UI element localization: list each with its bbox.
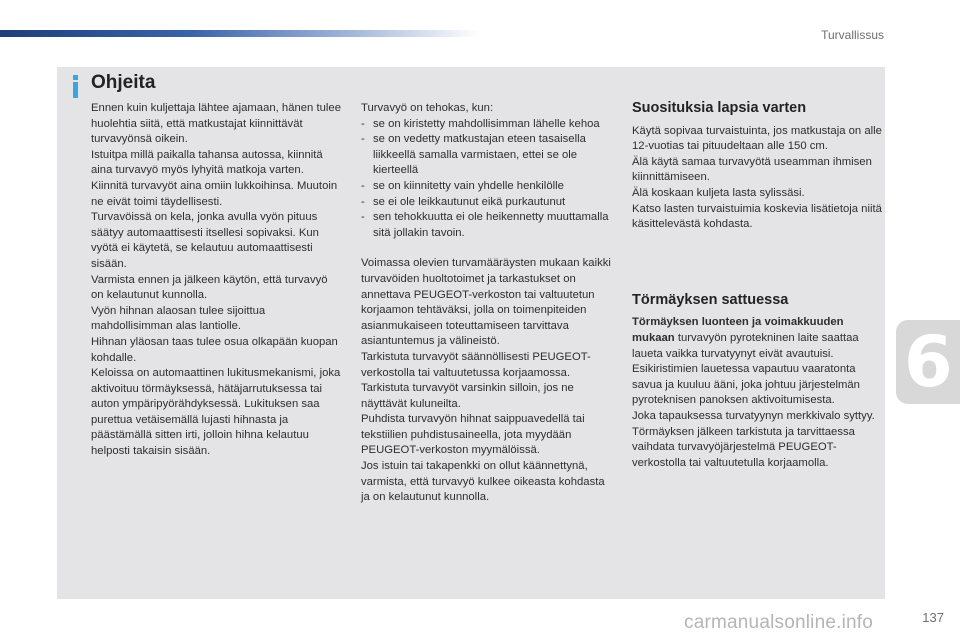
bold-lead: Törmäyksen luonteen ja voimakkuuden mukaan (632, 316, 844, 344)
paragraph-rest: turvavyön pyrotekninen laite saattaa laueta vaikka turvatyynyt eivät avautuisi. Esikiristimien lauetessa vapautuu vaaratonta savua ja kuuluu ääni, joka johtuu järjestelmän pyroteknisen panoksen aktivoitumisesta. (632, 331, 860, 407)
list-item: - se on kiinnitetty vain yhdelle henkilölle (361, 179, 613, 195)
paragraph: Istuitpa millä paikalla tahansa autossa, kiinnitä aina turvavyö myös lyhyitä matkoja varten. (91, 148, 323, 177)
collision-heading: Törmäyksen sattuessa (632, 291, 789, 308)
paragraph (632, 315, 884, 409)
paragraph: Käytä sopivaa turvaistuinta, jos matkustaja on alle 12-vuotias tai pituudeltaan alle 150 cm. (632, 124, 882, 153)
paragraph: Keloissa on automaattinen lukitusmekanismi, joka aktivoituu törmäyksessä, hätäjarrutuksessa tai auton ympäripyörähdyksessä. Lukituksen saa purettua vetäisemällä lujasti hihnasta ja päästämällä sitten irti, jolloin hihna kelautuu helposti takaisin sisään. (91, 367, 341, 458)
paragraph: Ennen kuin kuljettaja lähtee ajamaan, hänen tulee huolehtia siitä, että matkustajat kiinnittävät turvavyönsä oikein. (91, 102, 341, 146)
paragraph: Törmäyksen jälkeen tarkistuta ja tarvittaessa vaihdata turvavyöjärjestelmä PEUGEOT-verkostolla tai valtuutetulla korjaamolla. (632, 425, 855, 469)
page-title: Ohjeita (91, 72, 156, 93)
list-item: - se on kiristetty mahdollisimman lähelle kehoa (361, 117, 613, 133)
paragraph: Kiinnitä turvavyöt aina omiin lukkoihinsa. Muutoin ne eivät toimi täydellisesti. (91, 179, 338, 208)
column-effectiveness (361, 101, 613, 506)
effectiveness-list (361, 117, 613, 242)
chapter-number: 6 (904, 321, 953, 403)
paragraph: Älä koskaan kuljeta lasta sylissäsi. (632, 186, 805, 199)
paragraph: Voimassa olevien turvamääräysten mukaan kaikki turvavöiden huoltotoimet ja tarkastukset on annettava PEUGEOT-verkoston tai valtuutetun korjaamon tehtäväksi, jolla on toimenpiteiden asianmukaiseen toteuttamiseen tarvittava asiantuntemus ja välineistö. (361, 257, 611, 348)
info-icon (68, 74, 82, 100)
paragraph: Vyön hihnan alaosan tulee sijoittua mahdollisimman alas lantiolle. (91, 304, 266, 333)
paragraph: Tarkistuta turvavyöt säännöllisesti PEUGEOT-verkostolla tai valtuutetussa korjaamossa. Tarkistuta turvavyöt varsinkin silloin, jos ne näyttävät kuluneilta. (361, 350, 591, 410)
list-item: - se on vedetty matkustajan eteen tasaisella liikkeellä samalla varmistaen, ettei se ole kierteellä (361, 132, 613, 179)
list-intro: Turvavyö on tehokas, kun: (361, 102, 494, 114)
paragraph: Varmista ennen ja jälkeen käytön, että turvavyö on kelautunut kunnolla. (91, 273, 328, 302)
list-item: - sen tehokkuutta ei ole heikennetty muuttamalla sitä jollakin tavoin. (361, 210, 613, 241)
paragraph: Joka tapauksessa turvatyynyn merkkivalo syttyy. (632, 409, 875, 422)
section-title: Turvallissus (821, 28, 884, 42)
children-heading: Suosituksia lapsia varten (632, 100, 807, 116)
paragraph: Älä käytä samaa turvavyötä useamman ihmisen kiinnittämiseen. (632, 155, 872, 184)
paragraph: Jos istuin tai takapenkki on ollut käännettynä, varmista, että turvavyö kulkee oikeasta kohdasta ja on kelautunut kunnolla. (361, 460, 605, 504)
chapter-tab (896, 320, 960, 404)
watermark: carmanualsonline.info (684, 612, 874, 633)
list-item: - se ei ole leikkautunut eikä purkautunut (361, 195, 613, 211)
paragraph: Turvavöissä on kela, jonka avulla vyön pituus säätyy automaattisesti itsellesi sopivaksi. Kun vyötä ei käytetä, se kelautuu automaattisesti sisään. (91, 211, 319, 270)
header-color-bar (0, 30, 480, 37)
paragraph: Puhdista turvavyön hihnat saippuavedellä tai tekstiilien puhdistusaineella, jota myydään PEUGEOT-verkoston myymälöissä. (361, 413, 585, 457)
column-children-collision (632, 101, 884, 471)
page-number: 137 (922, 610, 944, 625)
paragraph: Hihnan yläosan taas tulee osua olkapään kuopan kohdalle. (91, 335, 338, 364)
column-guidelines (91, 101, 343, 460)
paragraph: Katso lasten turvaistuimia koskevia lisätietoja niitä käsittelevästä kohdasta. (632, 202, 882, 231)
